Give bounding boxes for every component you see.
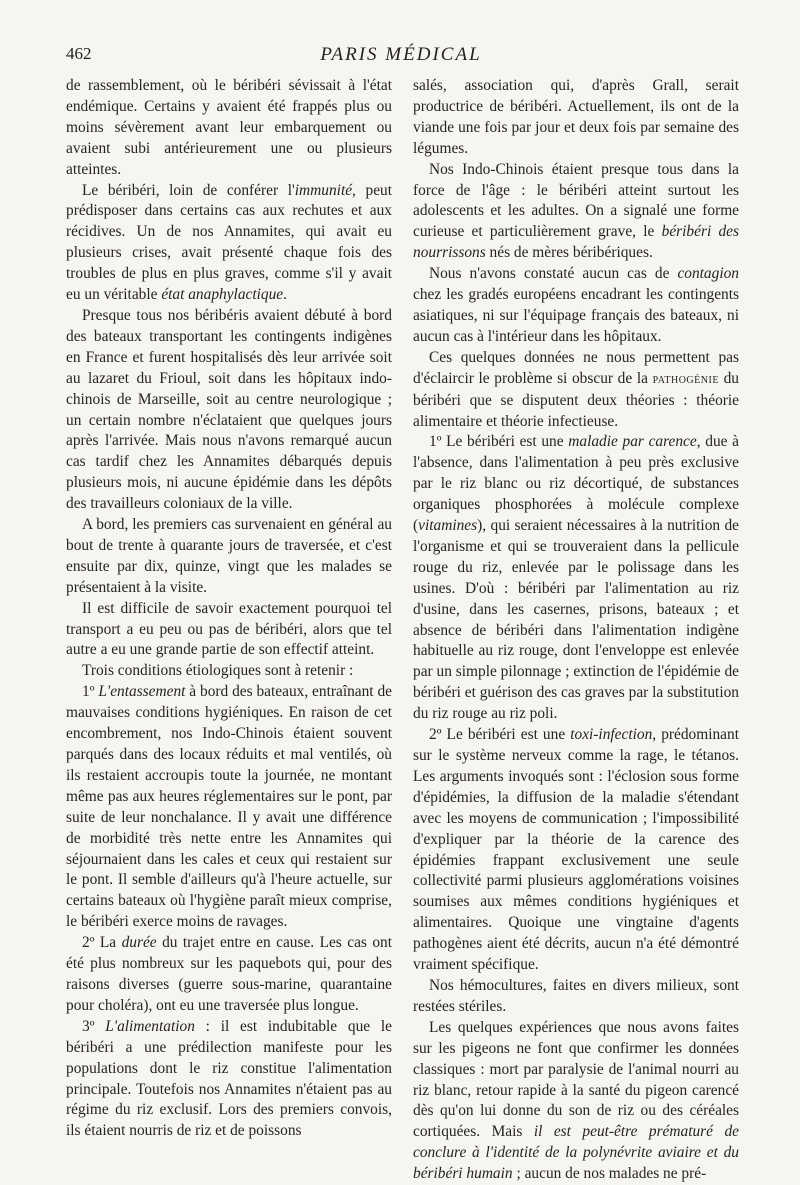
text-run: Il est difficile de savoir exactement pourquoi tel transport a eu peu ou pas de béribéri, alors que tel autre a eu une grande partie de son effectif atteint. [66, 599, 392, 659]
text-run: Nos Indo-Chinois étaient presque tous dans la force de l'âge : le béribéri atteint surtout les adolescents et les adultes. On a signalé une forme curieuse et particulièrement grave, le [413, 160, 739, 241]
paragraph-p3 [66, 306, 392, 515]
italic-text: contagion [677, 265, 739, 283]
running-title: PARIS MÉDICAL [320, 44, 482, 65]
italic-text: immunité [294, 181, 353, 199]
italic-text: béribéri des nourrissons [413, 223, 739, 262]
text-run: Ces quelques données ne nous permettent pas d'éclaircir le problème si obscur de la [413, 348, 739, 387]
paragraph-p10 [413, 76, 739, 160]
text-run: chez les gradés européens encadrant les contingents asiatiques, ni sur l'équipage français des bateaux, ni aucun cas à l'intérieur dans les hôpitaux. [413, 286, 739, 345]
paragraph-p1 [66, 76, 392, 181]
text-run: nés de mères béribériques. [485, 244, 653, 262]
text-run: Les quelques expériences que nous avons faites sur les pigeons ne font que confirmer les données classiques : mort par paralysie de l'animal nourri au riz blanc, retour rapide à la santé du pigeon carencé dès qu'on lui donne du son de riz ou des céréales cortiquées. Mais [413, 1018, 739, 1141]
paragraph-p7 [66, 682, 392, 933]
paragraph-p2 [66, 181, 392, 306]
text-run: Presque tous nos béribéris avaient débuté à bord des bateaux transportant les contingents indigènes en France et furent hospitalisés dès leur arrivée soit au lazaret du Frioul, soit dans les hôpitaux indo-chinois de Marseille, soit au centre neurologique ; un certain nombre n'éclataient que quelques jours après l'arrivée. Mais nous n'avons remarqué aucun cas tardif chez les Annamites débarqués depuis plusieurs mois, ni aucune épidémie dans les dépôts des travailleurs coloniaux de la ville. [66, 306, 392, 513]
paragraph-p9 [66, 1017, 392, 1142]
italic-text: il est peut-être prématuré de conclure à l'identité de la polynévrite aviaire et du béribéri humain [413, 1123, 739, 1183]
text-run: , peut prédisposer dans certains cas aux rechutes et aux récidives. Un de nos Annamites, qui avait eu plusieurs crises, avait présenté chaque fois des troubles de plus en plus graves, comme s'il y avait eu un véritable [66, 181, 393, 304]
page-number: 462 [66, 44, 92, 63]
text-run: du trajet entre en cause. Les cas ont été plus nombreux sur les paquebots qui, pour des raisons diverses (guerre sous-marine, quarantaine pour choléra), ont eu une traversée plus longue. [66, 934, 392, 1014]
italic-text: maladie par carence [568, 433, 697, 451]
paragraph-p11 [413, 160, 739, 265]
text-run: 2º La [82, 934, 122, 952]
text-run: . [283, 286, 287, 304]
page-header [66, 44, 736, 70]
italic-text: L'alimentation [105, 1017, 195, 1035]
paragraph-p12 [413, 264, 739, 348]
paragraph-p17 [413, 1018, 739, 1185]
text-run: salés, association qui, d'après Grall, serait productrice de béribéri. Actuellement, ils ont de la viande une fois par jour et deux fois par semaine des légumes. [413, 77, 739, 157]
text-run: 1º [82, 683, 99, 701]
text-run: A bord, les premiers cas survenaient en général au bout de trente à quarante jours de traversée, et c'est ensuite par dix, quinze, vingt que les malades se présentaient à la visite. [66, 516, 392, 596]
text-run: 3º [82, 1017, 106, 1035]
paragraph-p4 [66, 515, 392, 599]
paragraph-p14 [413, 432, 739, 725]
italic-text: vitamines [418, 517, 478, 535]
italic-text: durée [121, 934, 157, 952]
text-run: du béribéri que se disputent deux théories : théorie alimentaire et théorie infectieuse. [413, 369, 739, 430]
text-run: ), qui seraient nécessaires à la nutrition de l'organisme et qui se trouveraient dans la pellicule rouge du riz, enlevée par le polissage dans les usines. D'où : béribéri par l'alimentation au riz d'usine, dans les casernes, prisons, bateaux ; et absence de béribéri dans l'alimentation indigène habituelle au riz rouge, dont l'enveloppe est enlevée par un simple pilonnage ; extinction de l'épidémie de béribéri et guérison des cas graves par la substitution du riz rouge au riz poli. [413, 517, 739, 723]
text-run: à bord des bateaux, entraînant de mauvaises conditions hygiéniques. En raison de cet encombrement, nos Indo-Chinois étaient souvent parqués dans des locaux réduits et mal ventilés, où ils restaient accroupis toute la journée, ne montant même pas aux heures réglementaires sur le pont, par suite de leur nonchalance. Il y avait une différence de morbidité très nette entre les Annamites qui séjournaient dans les cales et ceux qui restaient sur le pont. Il semble d'ailleurs qu'à l'heure actuelle, sur certains bateaux où l'hygiène paraît mieux comprise, le béribéri exerce moins de ravages. [66, 683, 392, 931]
text-run: Nos hémocultures, faites en divers milieux, sont restées stériles. [413, 976, 739, 1015]
text-run: , due à l'absence, dans l'alimentation à peu près exclusive par le riz blanc ou riz décortiqué, de substances organiques phosphorées à molécule complexe ( [413, 433, 739, 535]
paragraph-p15 [413, 725, 739, 976]
paragraph-p13 [413, 348, 739, 433]
text-run: 1º Le béribéri est une [429, 433, 569, 451]
text-run: de rassemblement, où le béribéri sévissait à l'état endémique. Certains y avaient été frappés plus ou moins sévèrement avant leur embarquement ou avaient subi antérieurement une ou plusieurs atteintes. [66, 77, 392, 178]
text-run: Le béribéri, loin de conférer l' [82, 181, 295, 199]
text-run: ; aucun de nos malades ne pré- [512, 1165, 707, 1183]
right-text-column [413, 76, 739, 1185]
small-caps-text: pathogénie [652, 371, 719, 387]
text-run: Trois conditions étiologiques sont à retenir : [82, 662, 354, 680]
italic-text: état anaphylactique [161, 286, 284, 304]
text-run: Nous n'avons constaté aucun cas de [429, 265, 678, 283]
left-text-column [66, 76, 392, 1142]
text-run: : il est indubitable que le béribéri a une prédilection manifeste pour les populations dont le riz constitue l'alimentation principale. Toutefois nos Annamites n'étaient pas au régime du riz exclusif. Lors des premiers convois, ils étaient nourris de riz et de poissons [66, 1017, 392, 1140]
paragraph-p16 [413, 976, 739, 1018]
text-run: , prédominant sur le système nerveux comme la rage, le tétanos. Les arguments invoqués sont : l'éclosion sous forme d'épidémies, la diffusion de la maladie s'étendant avec les moyens de communication ; l'impossibilité d'expliquer par la théorie de la carence des épidémies frappant exclusivement une seule collectivité parmi plusieurs agglomérations voisines soumises aux mêmes conditions hygiéniques et alimentaires. Quoique une vingtaine d'agents pathogènes aient été décrits, aucun n'a été démontré vraiment spécifique. [413, 726, 739, 974]
italic-text: toxi-infection [570, 726, 653, 744]
paragraph-p8 [66, 933, 392, 1017]
paragraph-p6 [66, 661, 392, 682]
paragraph-p5 [66, 599, 392, 662]
italic-text: L'entassement [98, 683, 186, 701]
text-run: 2º Le béribéri est une [429, 726, 571, 744]
